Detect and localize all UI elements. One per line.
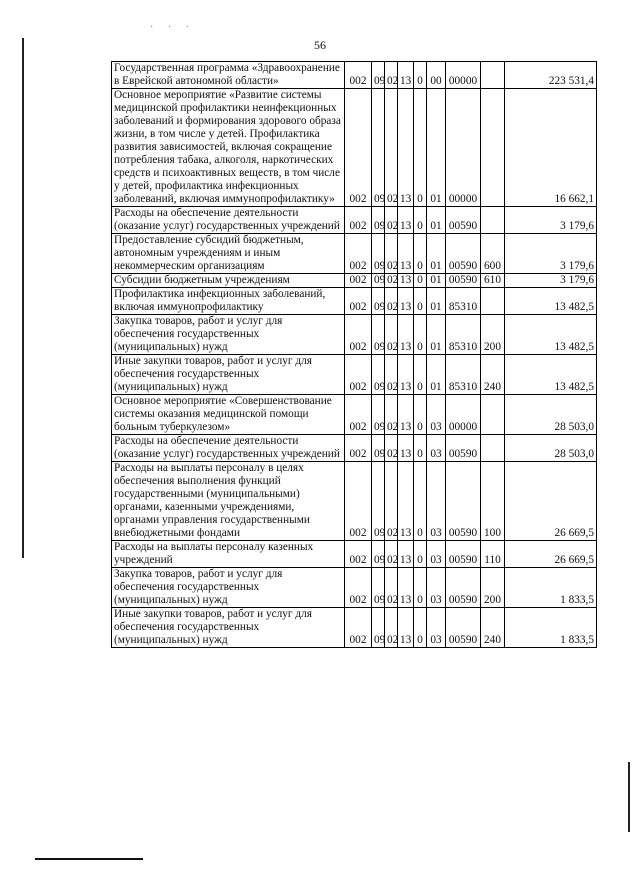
subsection-code-text: 02 [387, 260, 399, 272]
section-code-text: 09 [374, 274, 386, 286]
amount [505, 435, 597, 462]
expense-type-code [481, 435, 505, 462]
program-code [398, 62, 414, 89]
direction-code [446, 234, 481, 274]
ministry-code-text: 002 [349, 260, 367, 272]
row-name-text: Расходы на обеспечение деятельности (оказание услуг) государственных учреждений [114, 207, 340, 232]
ministry-code [345, 62, 372, 89]
subprogram-code [414, 462, 427, 541]
table-row [112, 608, 597, 648]
measure-code [427, 541, 446, 568]
scan-edge-mark-left [22, 38, 24, 558]
row-name-text: Расходы на обеспечение деятельности (оказание услуг) государственных учреждений [114, 435, 340, 460]
subsection-code [385, 207, 398, 234]
row-name [112, 395, 345, 435]
subprogram-code-text: 0 [417, 260, 423, 272]
ministry-code-text: 002 [349, 301, 367, 313]
measure-code-text: 00 [430, 75, 442, 87]
amount-text: 28 503,0 [554, 448, 594, 460]
measure-code [427, 234, 446, 274]
amount [505, 355, 597, 395]
expense-type-code [481, 568, 505, 608]
amount [505, 234, 597, 274]
row-name-text: Закупка товаров, работ и услуг для обеспечения государственных (муниципальных) нужд [114, 568, 283, 606]
expense-type-code [481, 462, 505, 541]
expense-type-code-text: 100 [484, 527, 501, 539]
direction-code [446, 207, 481, 234]
section-code-text: 09 [374, 301, 386, 313]
subprogram-code-text: 0 [417, 554, 423, 566]
direction-code [446, 89, 481, 207]
program-code-text: 13 [400, 75, 412, 87]
program-code [398, 274, 414, 288]
subprogram-code-text: 0 [417, 594, 423, 606]
subprogram-code-text: 0 [417, 274, 423, 286]
program-code [398, 355, 414, 395]
subsection-code [385, 355, 398, 395]
row-name [112, 608, 345, 648]
expense-type-code [481, 541, 505, 568]
ministry-code-text: 002 [349, 554, 367, 566]
subsection-code [385, 274, 398, 288]
measure-code-text: 03 [430, 634, 442, 646]
ministry-code-text: 002 [349, 527, 367, 539]
table-row [112, 462, 597, 541]
program-code [398, 435, 414, 462]
expense-type-code [481, 288, 505, 315]
subsection-code [385, 234, 398, 274]
subprogram-code [414, 288, 427, 315]
subprogram-code [414, 568, 427, 608]
amount [505, 608, 597, 648]
measure-code [427, 435, 446, 462]
subprogram-code-text: 0 [417, 220, 423, 232]
section-code [372, 608, 385, 648]
subprogram-code-text: 0 [417, 381, 423, 393]
amount-text: 1 833,5 [560, 594, 594, 606]
program-code-text: 13 [400, 341, 412, 353]
row-name-text: Иные закупки товаров, работ и услуг для обеспечения государственных (муниципальных) нужд [114, 608, 312, 646]
expense-type-code [481, 395, 505, 435]
section-code [372, 395, 385, 435]
section-code [372, 62, 385, 89]
row-name-text: Основное мероприятие «Развитие системы медицинской профилактики неинфекционных заболеваний и формирования здорового образа жизни, в том числе у детей. Профилактика развития зависимостей, включая сокращение потребления табака, алкоголя, наркотических средств и психоактивных веществ, в том числе у детей, профилактика инфекционных заболеваний, включая иммунопрофилактику» [114, 89, 341, 205]
expense-type-code [481, 89, 505, 207]
amount-text: 26 669,5 [554, 554, 594, 566]
program-code [398, 315, 414, 355]
measure-code-text: 01 [430, 260, 442, 272]
program-code [398, 89, 414, 207]
row-name-text: Предоставление субсидий бюджетным, автономным учреждениям и иным некоммерческим организациям [114, 234, 304, 272]
ministry-code-text: 002 [349, 448, 367, 460]
amount [505, 568, 597, 608]
section-code-text: 09 [374, 193, 386, 205]
amount [505, 89, 597, 207]
ministry-code [345, 462, 372, 541]
section-code-text: 09 [374, 381, 386, 393]
section-code [372, 355, 385, 395]
measure-code-text: 01 [430, 301, 442, 313]
subprogram-code [414, 395, 427, 435]
ministry-code-text: 002 [349, 75, 367, 87]
measure-code [427, 355, 446, 395]
measure-code-text: 01 [430, 341, 442, 353]
table-row [112, 207, 597, 234]
subprogram-code-text: 0 [417, 448, 423, 460]
ministry-code [345, 234, 372, 274]
ministry-code-text: 002 [349, 421, 367, 433]
direction-code-text: 00590 [448, 554, 478, 566]
program-code-text: 13 [400, 594, 412, 606]
measure-code-text: 01 [430, 381, 442, 393]
subprogram-code-text: 0 [417, 193, 423, 205]
program-code [398, 234, 414, 274]
section-code-text: 09 [374, 634, 386, 646]
measure-code-text: 03 [430, 594, 442, 606]
table-row [112, 355, 597, 395]
ministry-code [345, 355, 372, 395]
expense-type-code-text: 240 [484, 634, 501, 646]
ministry-code [345, 288, 372, 315]
direction-code [446, 315, 481, 355]
section-code [372, 274, 385, 288]
ministry-code-text: 002 [349, 220, 367, 232]
subprogram-code [414, 608, 427, 648]
direction-code [446, 274, 481, 288]
direction-code [446, 568, 481, 608]
ministry-code [345, 541, 372, 568]
row-name [112, 541, 345, 568]
amount-text: 3 179,6 [560, 260, 594, 272]
ministry-code [345, 207, 372, 234]
subsection-code-text: 02 [387, 448, 399, 460]
row-name-text: Государственная программа «Здравоохранение в Еврейской автономной области» [114, 62, 340, 87]
section-code [372, 435, 385, 462]
row-name [112, 315, 345, 355]
amount-text: 13 482,5 [554, 341, 594, 353]
amount [505, 62, 597, 89]
program-code-text: 13 [400, 554, 412, 566]
subsection-code-text: 02 [387, 421, 399, 433]
amount-text: 13 482,5 [554, 381, 594, 393]
table-row [112, 234, 597, 274]
subsection-code-text: 02 [387, 220, 399, 232]
row-name-text: Основное мероприятие «Совершенствование системы оказания медицинской помощи больным туберкулезом» [114, 395, 332, 433]
ministry-code-text: 002 [349, 341, 367, 353]
row-name [112, 288, 345, 315]
subsection-code [385, 315, 398, 355]
amount-text: 3 179,6 [560, 274, 594, 286]
measure-code [427, 62, 446, 89]
subprogram-code-text: 0 [417, 75, 423, 87]
amount [505, 207, 597, 234]
section-code-text: 09 [374, 448, 386, 460]
table-row [112, 288, 597, 315]
amount-text: 28 503,0 [554, 421, 594, 433]
amount [505, 288, 597, 315]
budget-rows [112, 62, 597, 648]
direction-code-text: 00590 [448, 260, 478, 272]
direction-code [446, 62, 481, 89]
ministry-code [345, 435, 372, 462]
program-code-text: 13 [400, 301, 412, 313]
row-name [112, 89, 345, 207]
program-code [398, 395, 414, 435]
program-code [398, 207, 414, 234]
direction-code [446, 355, 481, 395]
table-row [112, 315, 597, 355]
row-name [112, 462, 345, 541]
direction-code-text: 85310 [448, 341, 478, 353]
subsection-code-text: 02 [387, 75, 399, 87]
expense-type-code-text: 240 [484, 381, 501, 393]
measure-code-text: 03 [430, 448, 442, 460]
amount [505, 395, 597, 435]
subsection-code [385, 288, 398, 315]
direction-code-text: 00590 [448, 448, 478, 460]
subprogram-code [414, 274, 427, 288]
program-code-text: 13 [400, 421, 412, 433]
subsection-code-text: 02 [387, 381, 399, 393]
subprogram-code [414, 234, 427, 274]
ministry-code [345, 89, 372, 207]
page-number: 56 [314, 38, 326, 52]
ministry-code [345, 395, 372, 435]
subsection-code [385, 62, 398, 89]
section-code [372, 462, 385, 541]
program-code-text: 13 [400, 527, 412, 539]
measure-code [427, 207, 446, 234]
table-row [112, 568, 597, 608]
section-code-text: 09 [374, 554, 386, 566]
row-name [112, 568, 345, 608]
measure-code [427, 395, 446, 435]
measure-code-text: 03 [430, 421, 442, 433]
subsection-code [385, 568, 398, 608]
program-code [398, 288, 414, 315]
row-name-text: Закупка товаров, работ и услуг для обеспечения государственных (муниципальных) нужд [114, 315, 283, 353]
expense-type-code [481, 274, 505, 288]
direction-code-text: 00000 [448, 421, 478, 433]
amount-text: 16 662,1 [554, 193, 594, 205]
program-code [398, 608, 414, 648]
measure-code [427, 608, 446, 648]
section-code [372, 89, 385, 207]
section-code [372, 207, 385, 234]
section-code-text: 09 [374, 220, 386, 232]
program-code-text: 13 [400, 193, 412, 205]
amount [505, 274, 597, 288]
section-code-text: 09 [374, 594, 386, 606]
subsection-code [385, 435, 398, 462]
subsection-code-text: 02 [387, 594, 399, 606]
footnote-separator [35, 858, 143, 860]
amount-text: 26 669,5 [554, 527, 594, 539]
amount-text: 1 833,5 [560, 634, 594, 646]
program-code [398, 568, 414, 608]
expense-type-code [481, 207, 505, 234]
ministry-code [345, 568, 372, 608]
program-code [398, 462, 414, 541]
table-row [112, 274, 597, 288]
section-code-text: 09 [374, 260, 386, 272]
expense-type-code-text: 610 [484, 274, 501, 286]
direction-code [446, 462, 481, 541]
measure-code [427, 315, 446, 355]
direction-code [446, 288, 481, 315]
amount [505, 315, 597, 355]
scan-edge-mark-right [628, 762, 630, 832]
row-name-text: Иные закупки товаров, работ и услуг для обеспечения государственных (муниципальных) нужд [114, 355, 312, 393]
ministry-code [345, 608, 372, 648]
amount [505, 462, 597, 541]
measure-code [427, 568, 446, 608]
subsection-code-text: 02 [387, 634, 399, 646]
subprogram-code-text: 0 [417, 301, 423, 313]
subprogram-code-text: 0 [417, 527, 423, 539]
row-name [112, 274, 345, 288]
row-name-text: Расходы на выплаты персоналу в целях обеспечения выполнения функций государственными (муниципальными) органами, казенными учреждениями, органами управления государственными внебюджетными фондами [114, 462, 310, 539]
direction-code-text: 00590 [448, 634, 478, 646]
subprogram-code [414, 435, 427, 462]
ministry-code-text: 002 [349, 634, 367, 646]
program-code-text: 13 [400, 220, 412, 232]
amount-text: 3 179,6 [560, 220, 594, 232]
table-row [112, 541, 597, 568]
table-row [112, 62, 597, 89]
section-code-text: 09 [374, 527, 386, 539]
subsection-code-text: 02 [387, 341, 399, 353]
subsection-code-text: 02 [387, 301, 399, 313]
row-name-text: Расходы на выплаты персоналу казенных учреждений [114, 541, 314, 566]
table-row [112, 435, 597, 462]
subprogram-code [414, 62, 427, 89]
program-code-text: 13 [400, 381, 412, 393]
measure-code-text: 03 [430, 527, 442, 539]
amount-text: 223 531,4 [548, 75, 594, 87]
measure-code [427, 89, 446, 207]
subsection-code [385, 395, 398, 435]
row-name [112, 207, 345, 234]
direction-code-text: 00590 [448, 274, 478, 286]
direction-code-text: 00590 [448, 527, 478, 539]
direction-code [446, 395, 481, 435]
subprogram-code [414, 89, 427, 207]
direction-code-text: 85310 [448, 381, 478, 393]
expense-type-code-text: 600 [484, 260, 501, 272]
ministry-code-text: 002 [349, 274, 367, 286]
expense-type-code [481, 234, 505, 274]
direction-code [446, 435, 481, 462]
expense-type-code [481, 608, 505, 648]
direction-code [446, 608, 481, 648]
program-code [398, 541, 414, 568]
expense-type-code-text: 110 [484, 554, 501, 566]
subprogram-code [414, 355, 427, 395]
subsection-code [385, 608, 398, 648]
section-code [372, 288, 385, 315]
amount-text: 13 482,5 [554, 301, 594, 313]
row-name [112, 234, 345, 274]
ministry-code-text: 002 [349, 594, 367, 606]
subsection-code-text: 02 [387, 554, 399, 566]
ministry-code-text: 002 [349, 193, 367, 205]
measure-code-text: 03 [430, 554, 442, 566]
direction-code-text: 00000 [448, 75, 478, 87]
measure-code-text: 01 [430, 220, 442, 232]
row-name [112, 355, 345, 395]
section-code [372, 315, 385, 355]
row-name [112, 435, 345, 462]
program-code-text: 13 [400, 274, 412, 286]
table-row [112, 395, 597, 435]
expense-type-code [481, 62, 505, 89]
amount [505, 541, 597, 568]
section-code [372, 234, 385, 274]
expense-type-code [481, 315, 505, 355]
section-code-text: 09 [374, 75, 386, 87]
section-code-text: 09 [374, 421, 386, 433]
measure-code-text: 01 [430, 193, 442, 205]
row-name-text: Профилактика инфекционных заболеваний, включая иммунопрофилактику [114, 288, 326, 313]
subsection-code-text: 02 [387, 274, 399, 286]
subsection-code [385, 462, 398, 541]
direction-code-text: 85310 [448, 301, 478, 313]
budget-table [111, 61, 597, 648]
subprogram-code-text: 0 [417, 421, 423, 433]
measure-code [427, 274, 446, 288]
subprogram-code-text: 0 [417, 341, 423, 353]
scan-noise: · · · [150, 22, 195, 33]
subsection-code [385, 89, 398, 207]
ministry-code [345, 315, 372, 355]
section-code [372, 568, 385, 608]
expense-type-code-text: 200 [484, 594, 501, 606]
measure-code [427, 462, 446, 541]
direction-code [446, 541, 481, 568]
subprogram-code-text: 0 [417, 634, 423, 646]
direction-code-text: 00000 [448, 193, 478, 205]
row-name [112, 62, 345, 89]
direction-code-text: 00590 [448, 594, 478, 606]
subsection-code-text: 02 [387, 527, 399, 539]
row-name-text: Субсидии бюджетным учреждениям [114, 274, 290, 286]
section-code [372, 541, 385, 568]
subprogram-code [414, 541, 427, 568]
subprogram-code [414, 315, 427, 355]
program-code-text: 13 [400, 448, 412, 460]
program-code-text: 13 [400, 260, 412, 272]
ministry-code [345, 274, 372, 288]
subsection-code [385, 541, 398, 568]
subprogram-code [414, 207, 427, 234]
program-code-text: 13 [400, 634, 412, 646]
measure-code-text: 01 [430, 274, 442, 286]
subsection-code-text: 02 [387, 193, 399, 205]
table-row [112, 89, 597, 207]
ministry-code-text: 002 [349, 381, 367, 393]
expense-type-code-text: 200 [484, 341, 501, 353]
expense-type-code [481, 355, 505, 395]
direction-code-text: 00590 [448, 220, 478, 232]
section-code-text: 09 [374, 341, 386, 353]
measure-code [427, 288, 446, 315]
